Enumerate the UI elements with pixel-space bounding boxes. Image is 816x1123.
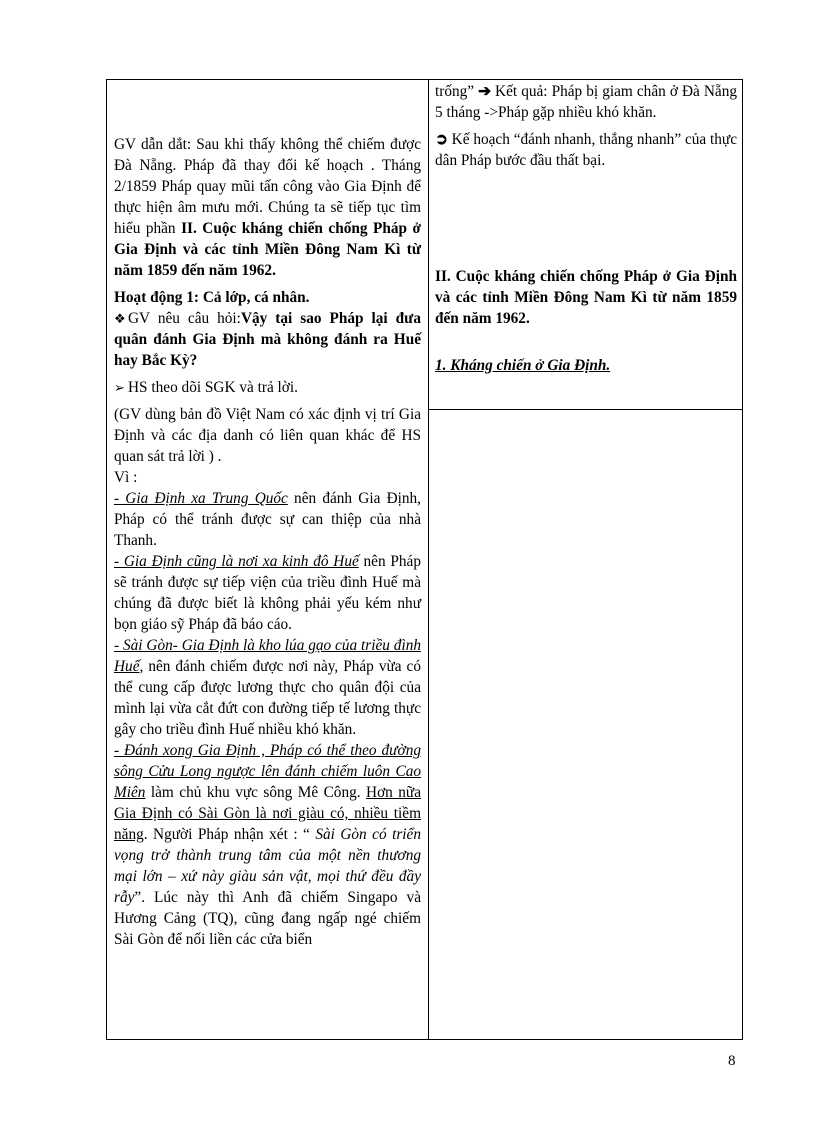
page-number: 8 bbox=[728, 1053, 736, 1069]
map-note: (GV dùng bản đồ Việt Nam có xác định vị trí Gia Định và các địa danh có liên quan khác để HS quan sát trả lời ) . bbox=[114, 406, 421, 465]
column-divider bbox=[428, 80, 429, 1039]
reason-intro: Vì : bbox=[114, 469, 138, 486]
reason-4-text-3: ”. Lúc này thì Anh đã chiếm Singapo và Hương Cảng (TQ), cũng đang ngấp ngé chiếm Sài Gòn để nối liền các cửa biển bbox=[114, 889, 421, 948]
section-heading: II. Cuộc kháng chiến chống Pháp ở Gia Định và các tỉnh Miền Đông Nam Kì từ năm 1859 đến năm 1962. bbox=[435, 268, 737, 327]
reason-4-text: làm chủ khu vực sông Mê Công. bbox=[145, 784, 367, 801]
reason-1-heading: - Gia Định xa Trung Quốc bbox=[114, 490, 288, 507]
reason-4-heading: - Đánh xong Gia Định , Pháp có thể theo đường sông Cửu Long ngược lên đánh chiếm luôn Cao Miên bbox=[114, 742, 421, 801]
diamond-bullet-icon: ❖ bbox=[114, 311, 126, 326]
reason-3 bbox=[114, 635, 421, 740]
question-paragraph bbox=[114, 308, 421, 371]
reason-4-underlined: Hơn nữa Gia Định có Sài Gòn là nơi giàu có, nhiều tiềm năng bbox=[114, 784, 421, 843]
content-column bbox=[435, 81, 737, 376]
result-text: Kết quả: Pháp bị giam chân ở Đà Nẵng 5 tháng ->Pháp gặp nhiều khó khăn. bbox=[435, 83, 738, 121]
result-paragraph bbox=[435, 81, 737, 123]
lesson-table bbox=[106, 79, 743, 1040]
subsection-heading: 1. Kháng chiến ở Gia Định. bbox=[435, 357, 611, 374]
intro-section-title: II. Cuộc kháng chiến chống Pháp ở Gia Định và các tỉnh Miền Đông Nam Kì từ năm 1859 đến năm 1962. bbox=[114, 220, 421, 279]
right-cell-bottom-border bbox=[429, 409, 742, 410]
activity-heading: Hoạt động 1: Cả lớp, cá nhân. bbox=[114, 289, 310, 306]
teacher-activity-column bbox=[114, 134, 421, 950]
question-text: Vậy tại sao Pháp lại đưa quân đánh Gia Định mà không đánh ra Huế hay Bắc Kỳ? bbox=[114, 310, 422, 369]
right-arrow-icon: ➔ bbox=[478, 83, 491, 100]
reason-3-heading: - Sài Gòn- Gia Định là kho lúa gạo của triều đình Huế bbox=[114, 637, 421, 675]
reason-2-heading: - Gia Định cũng là nơi xa kinh đô Huế bbox=[114, 553, 359, 570]
plan-failure-paragraph bbox=[435, 129, 737, 171]
arrow-bullet-icon: ➢ bbox=[114, 380, 125, 395]
reason-4-text-2: . Người Pháp nhận xét : “ bbox=[143, 826, 316, 843]
reason-2 bbox=[114, 551, 421, 635]
intro-text: GV dẫn dắt: Sau khi thấy không thể chiếm được Đà Nẵng. Pháp đã thay đổi kế hoạch . Tháng 2/1859 Pháp quay mũi tấn công vào Gia Định để thực hiện âm mưu mới. Chúng ta sẽ tiếp tục tìm hiểu phần bbox=[114, 136, 421, 237]
curved-arrow-icon: ➲ bbox=[435, 131, 448, 148]
reason-2-text: nên Pháp sẽ tránh được sự tiếp viện của triều đình Huế mà chúng đã được biết là không phải yếu kém như bọn giáo sỹ Pháp đã báo cáo. bbox=[114, 553, 421, 633]
reason-1 bbox=[114, 488, 421, 551]
reason-4 bbox=[114, 740, 421, 950]
plan-failure-text: Kế hoạch “đánh nhanh, thắng nhanh” của thực dân Pháp bước đầu thất bại. bbox=[435, 131, 737, 169]
reason-3-text: , nên đánh chiếm được nơi này, Pháp vừa có thể cung cấp được lương thực cho quân đội của mình lại vừa cắt đứt con đường tiếp tế lương thực gây cho triều đình Huế nhiều khó khăn. bbox=[114, 658, 421, 738]
question-lead: GV nêu câu hỏi: bbox=[128, 310, 241, 327]
result-lead: trống” bbox=[435, 83, 479, 100]
intro-paragraph bbox=[114, 134, 421, 281]
student-answer-paragraph bbox=[114, 377, 421, 398]
reason-1-text: nên đánh Gia Định, Pháp có thể tránh được sự can thiệp của nhà Thanh. bbox=[114, 490, 421, 549]
student-answer-text: HS theo dõi SGK và trả lời. bbox=[128, 379, 298, 396]
reason-4-quote: Sài Gòn có triển vọng trở thành trung tâm của một nền thương mại lớn – xứ này giàu sản vật, mọi thứ đều đầy rẫy bbox=[114, 826, 421, 906]
